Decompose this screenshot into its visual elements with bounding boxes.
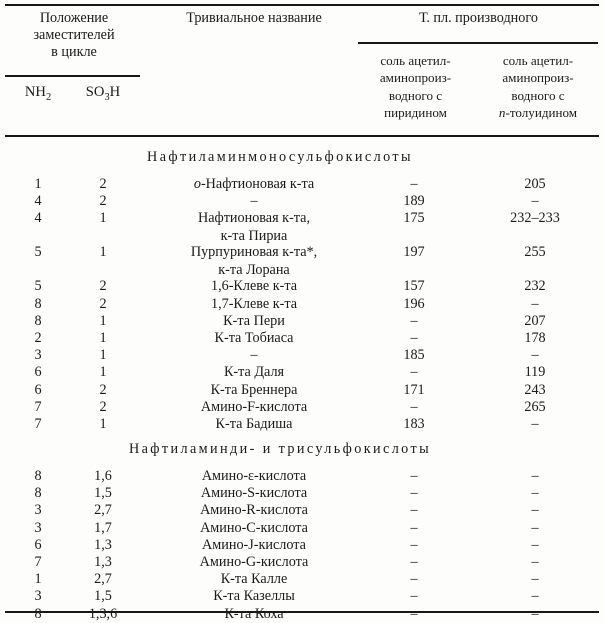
cell-salt-pyridine: 185 [403,347,425,364]
column-header-trivial-name: Тривиальное название [186,10,322,26]
cell-so3h-position: 2 [99,398,107,415]
salt-toluidine-italic-prefix: п [498,105,506,121]
cell-salt-toluidine: 207 [524,312,546,329]
salt-toluidine-line-1: соль ацетил- [502,53,574,68]
position-line-2: заместителей [33,27,115,43]
cell-so3h-position: 1 [99,210,107,227]
cell-nh2-position: 5 [34,244,42,261]
cell-salt-toluidine: 243 [524,381,546,398]
table-row [0,347,604,364]
salt-toluidine-line-2: аминопроиз- [502,70,574,86]
cell-trivial-name: Амино-G-кислота [199,554,309,570]
table-row [0,520,604,537]
cell-nh2-position: 7 [34,398,42,415]
cell-trivial-name: – [250,193,258,210]
cell-nh2-position: 1 [34,571,42,588]
table-row [0,416,604,433]
cell-salt-pyridine: 196 [403,295,425,312]
cell-trivial-name: К-та Калле [220,571,288,588]
table-row [0,502,604,519]
cell-trivial-name: Амино-S-кислота [200,485,308,502]
header-bottom-rule [5,135,599,137]
cell-nh2-position: 6 [34,381,42,398]
melting-point-subheader-rule [358,42,598,44]
cell-trivial-name: 1,6-Клеве к-та [210,278,298,295]
cell-salt-pyridine: 157 [403,278,425,295]
cell-salt-toluidine: 232 [524,278,546,295]
cell-trivial-name: о-Нафтионовая к-та [193,176,315,192]
table-row [0,193,604,210]
table-row [0,210,604,227]
cell-so3h-position: 1,3,6 [88,605,118,622]
cell-so3h-position: 1 [99,347,107,364]
salt-toluidine-line-4 [478,104,598,121]
cell-nh2-position: 4 [34,210,42,227]
cell-so3h-position: 1,6 [94,468,112,484]
cell-salt-pyridine: – [410,554,418,570]
cell-salt-toluidine: – [531,605,539,622]
salt-toluidine-line-3: водного с [511,87,565,103]
position-line-1: Положение [39,10,109,26]
table-top-rule [5,4,599,6]
cell-salt-toluidine: – [531,502,539,519]
cell-salt-toluidine: – [531,554,539,570]
cell-trivial-name: К-та Даля [223,364,285,381]
cell-salt-toluidine: – [531,347,539,364]
cell-salt-pyridine: 175 [403,210,425,227]
cell-trivial-name: К-та Коха [224,605,284,622]
cell-salt-pyridine: – [410,398,418,415]
cell-nh2-position: 7 [34,416,42,432]
cell-nh2-position: 8 [34,468,42,484]
column-header-position [0,10,148,61]
cell-trivial-name: Нафтионовая к-та, [197,210,311,227]
cell-trivial-name: Амино-C-кислота [200,519,308,536]
cell-salt-toluidine: 178 [524,330,546,346]
cell-salt-pyridine: 197 [403,244,425,261]
cell-so3h-position: 2 [99,278,107,295]
table-row [0,588,604,605]
cell-so3h-position: 2 [99,176,107,192]
cell-salt-pyridine: – [410,519,418,536]
table-row [0,296,604,313]
salt-pyridine-line-4: пиридином [384,105,447,121]
so3h-text-2: H [109,84,121,100]
so3h-subscript: 3 [104,91,110,103]
cell-nh2-position: 8 [34,312,42,329]
cell-nh2-position: 3 [34,519,42,536]
cell-nh2-position: 3 [34,347,42,364]
cell-nh2-position: 7 [34,554,42,570]
cell-trivial-name: – [250,347,258,364]
salt-pyridine-line-3: водного с [388,87,443,103]
cell-salt-pyridine: – [410,364,418,381]
position-line-3: в цикле [51,44,97,60]
cell-trivial-name: Амино-R-кислота [200,502,308,519]
section-heading: Нафтиламинмоносульфокислоты [147,149,413,165]
table-row [0,244,604,261]
cell-so3h-position: 1,3 [94,554,112,570]
cell-so3h-position: 1,7 [94,519,112,536]
cell-trivial-name: К-та Пери [223,312,285,329]
cell-salt-pyridine: – [410,485,418,502]
cell-nh2-position: 5 [34,278,42,295]
table-row [0,330,604,347]
cell-nh2-position: 8 [34,295,42,312]
table-row [0,278,604,295]
cell-salt-toluidine: – [531,519,539,536]
cell-trivial-name: К-та Бадиша [215,416,293,432]
section-heading: Нафтиламинди- и трисульфокислоты [128,441,432,457]
cell-nh2-position: 2 [34,330,42,346]
nh2-subscript: 2 [45,91,52,103]
cell-so3h-position: 1 [99,312,107,329]
cell-nh2-position: 8 [34,485,42,502]
cell-so3h-position: 2 [99,295,107,312]
cell-nh2-position: 1 [34,176,42,192]
cell-trivial-name: К-та Тобиаса [214,330,294,346]
column-header-so3h [60,84,146,103]
cell-so3h-position: 2 [99,193,107,210]
cell-salt-toluidine: – [531,193,539,210]
cell-trivial-name: Амино-ε-кислота [201,468,307,484]
cell-salt-pyridine: – [410,605,418,622]
cell-salt-toluidine: – [531,485,539,502]
cell-so3h-position: 1,5 [94,588,112,605]
position-subheader-rule [5,75,140,77]
table-row [0,364,604,381]
salt-pyridine-line-1: соль ацетил- [380,53,451,68]
cell-salt-pyridine: – [410,468,418,484]
cell-salt-pyridine: 183 [403,416,425,432]
table-row [0,554,604,571]
cell-salt-pyridine: – [410,502,418,519]
cell-so3h-position: 2,7 [94,571,112,588]
cell-salt-toluidine: – [531,468,539,484]
cell-so3h-position: 2,7 [94,502,112,519]
cell-salt-toluidine: 265 [524,398,546,415]
cell-salt-pyridine: – [410,571,418,588]
cell-salt-pyridine: – [410,330,418,346]
cell-salt-toluidine: 232–233 [510,210,560,227]
cell-salt-pyridine: 189 [403,193,425,210]
cell-salt-pyridine: 171 [403,381,425,398]
salt-pyridine-line-2: аминопроиз- [379,70,452,86]
cell-salt-pyridine: – [410,312,418,329]
cell-trivial-name-continued: к-та Пириа [220,227,288,244]
cell-so3h-position: 1 [99,416,107,432]
cell-nh2-position: 8 [34,605,42,622]
cell-salt-toluidine: 119 [524,364,546,381]
cell-so3h-position: 1,5 [94,485,112,502]
cell-salt-toluidine: 255 [524,244,546,261]
italic-locant: о [193,176,201,192]
table-row [0,468,604,485]
cell-salt-pyridine: – [410,588,418,605]
cell-salt-toluidine: – [531,295,539,312]
table-row [0,382,604,399]
cell-so3h-position: 1 [99,364,107,381]
so3h-text-1: SO [85,84,105,100]
column-header-salt-pyridine [358,52,473,122]
table-row [0,313,604,330]
cell-trivial-name: 1,7-Клеве к-та [210,295,298,312]
cell-trivial-name-continued: к-та Лорана [218,261,290,278]
cell-trivial-name: К-та Бреннера [210,381,298,398]
cell-nh2-position: 3 [34,588,42,605]
column-header-salt-toluidine [478,52,598,122]
cell-trivial-name: К-та Казеллы [213,588,295,605]
cell-trivial-name: Амино-F-кислота [200,398,308,415]
column-header-melting-point: Т. пл. производного [419,10,538,26]
nh2-text: NH [24,84,46,100]
cell-so3h-position: 1 [99,330,107,346]
cell-trivial-name: Пурпуриновая к-та*, [190,244,318,261]
cell-so3h-position: 1 [99,244,107,261]
cell-salt-toluidine: 205 [524,176,546,192]
cell-salt-toluidine: – [531,571,539,588]
cell-nh2-position: 4 [34,193,42,210]
cell-salt-pyridine: – [410,176,418,192]
cell-nh2-position: 6 [34,536,42,553]
salt-toluidine-rest: -толуидином [505,105,578,121]
table-row [0,606,604,623]
cell-so3h-position: 1,3 [94,536,112,553]
cell-trivial-name: Амино-J-кислота [202,536,306,553]
table-row [0,537,604,554]
cell-salt-toluidine: – [531,416,539,432]
table-row [0,176,604,193]
table-row [0,571,604,588]
cell-nh2-position: 3 [34,502,42,519]
table-row [0,399,604,416]
table-row [0,485,604,502]
cell-so3h-position: 2 [99,381,107,398]
cell-salt-toluidine: – [531,588,539,605]
cell-nh2-position: 6 [34,364,42,381]
cell-salt-toluidine: – [531,536,539,553]
cell-salt-pyridine: – [410,536,418,553]
